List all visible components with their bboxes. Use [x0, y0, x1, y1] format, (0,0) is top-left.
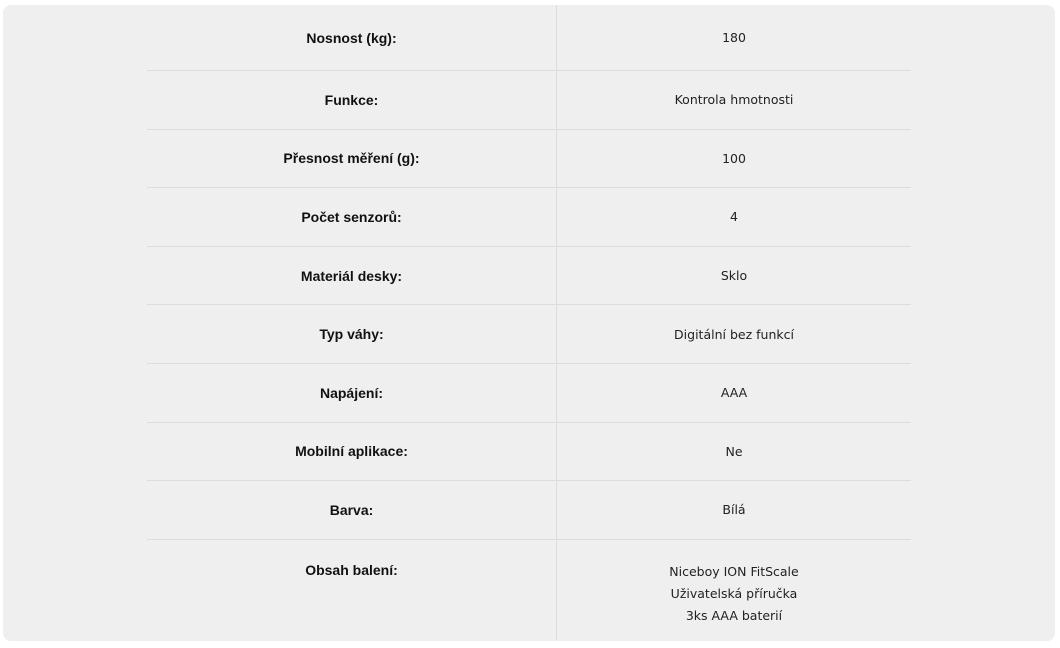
spec-value: 180 — [722, 30, 746, 45]
spec-label: Napájení: — [147, 364, 557, 422]
package-item: Niceboy ION FitScale — [669, 563, 799, 579]
spec-row — [147, 481, 911, 540]
spec-value: Digitální bez funkcí — [674, 326, 794, 342]
spec-value: Bílá — [722, 502, 746, 518]
spec-label: Mobilní aplikace: — [147, 423, 557, 481]
spec-label: Funkce: — [147, 71, 557, 129]
package-item: 3ks AAA baterií — [685, 607, 783, 623]
package-contents — [557, 540, 911, 640]
spec-value: 4 — [730, 209, 738, 225]
spec-panel — [3, 5, 1055, 641]
spec-label: Barva: — [147, 481, 557, 539]
spec-row — [147, 130, 911, 189]
package-label: Obsah balení: — [147, 540, 557, 640]
spec-value: Kontrola hmotnosti — [674, 92, 794, 108]
spec-row — [147, 247, 911, 306]
package-row — [147, 540, 911, 640]
spec-row — [147, 188, 911, 247]
spec-label: Počet senzorů: — [147, 188, 557, 246]
spec-row — [147, 423, 911, 482]
spec-value: AAA — [720, 385, 748, 401]
spec-row — [147, 364, 911, 423]
package-item: Uživatelská příručka — [670, 585, 798, 601]
spec-row — [147, 71, 911, 130]
spec-row — [147, 305, 911, 364]
spec-value: 100 — [722, 150, 746, 166]
spec-label: Materiál desky: — [147, 247, 557, 305]
spec-label: Nosnost (kg): — [147, 5, 557, 70]
spec-table — [147, 5, 911, 640]
spec-label: Přesnost měření (g): — [147, 130, 557, 188]
package-item-list — [669, 561, 798, 627]
spec-row — [147, 5, 911, 71]
spec-value: Sklo — [720, 268, 748, 284]
spec-label: Typ váhy: — [147, 305, 557, 363]
spec-value: Ne — [725, 443, 743, 459]
